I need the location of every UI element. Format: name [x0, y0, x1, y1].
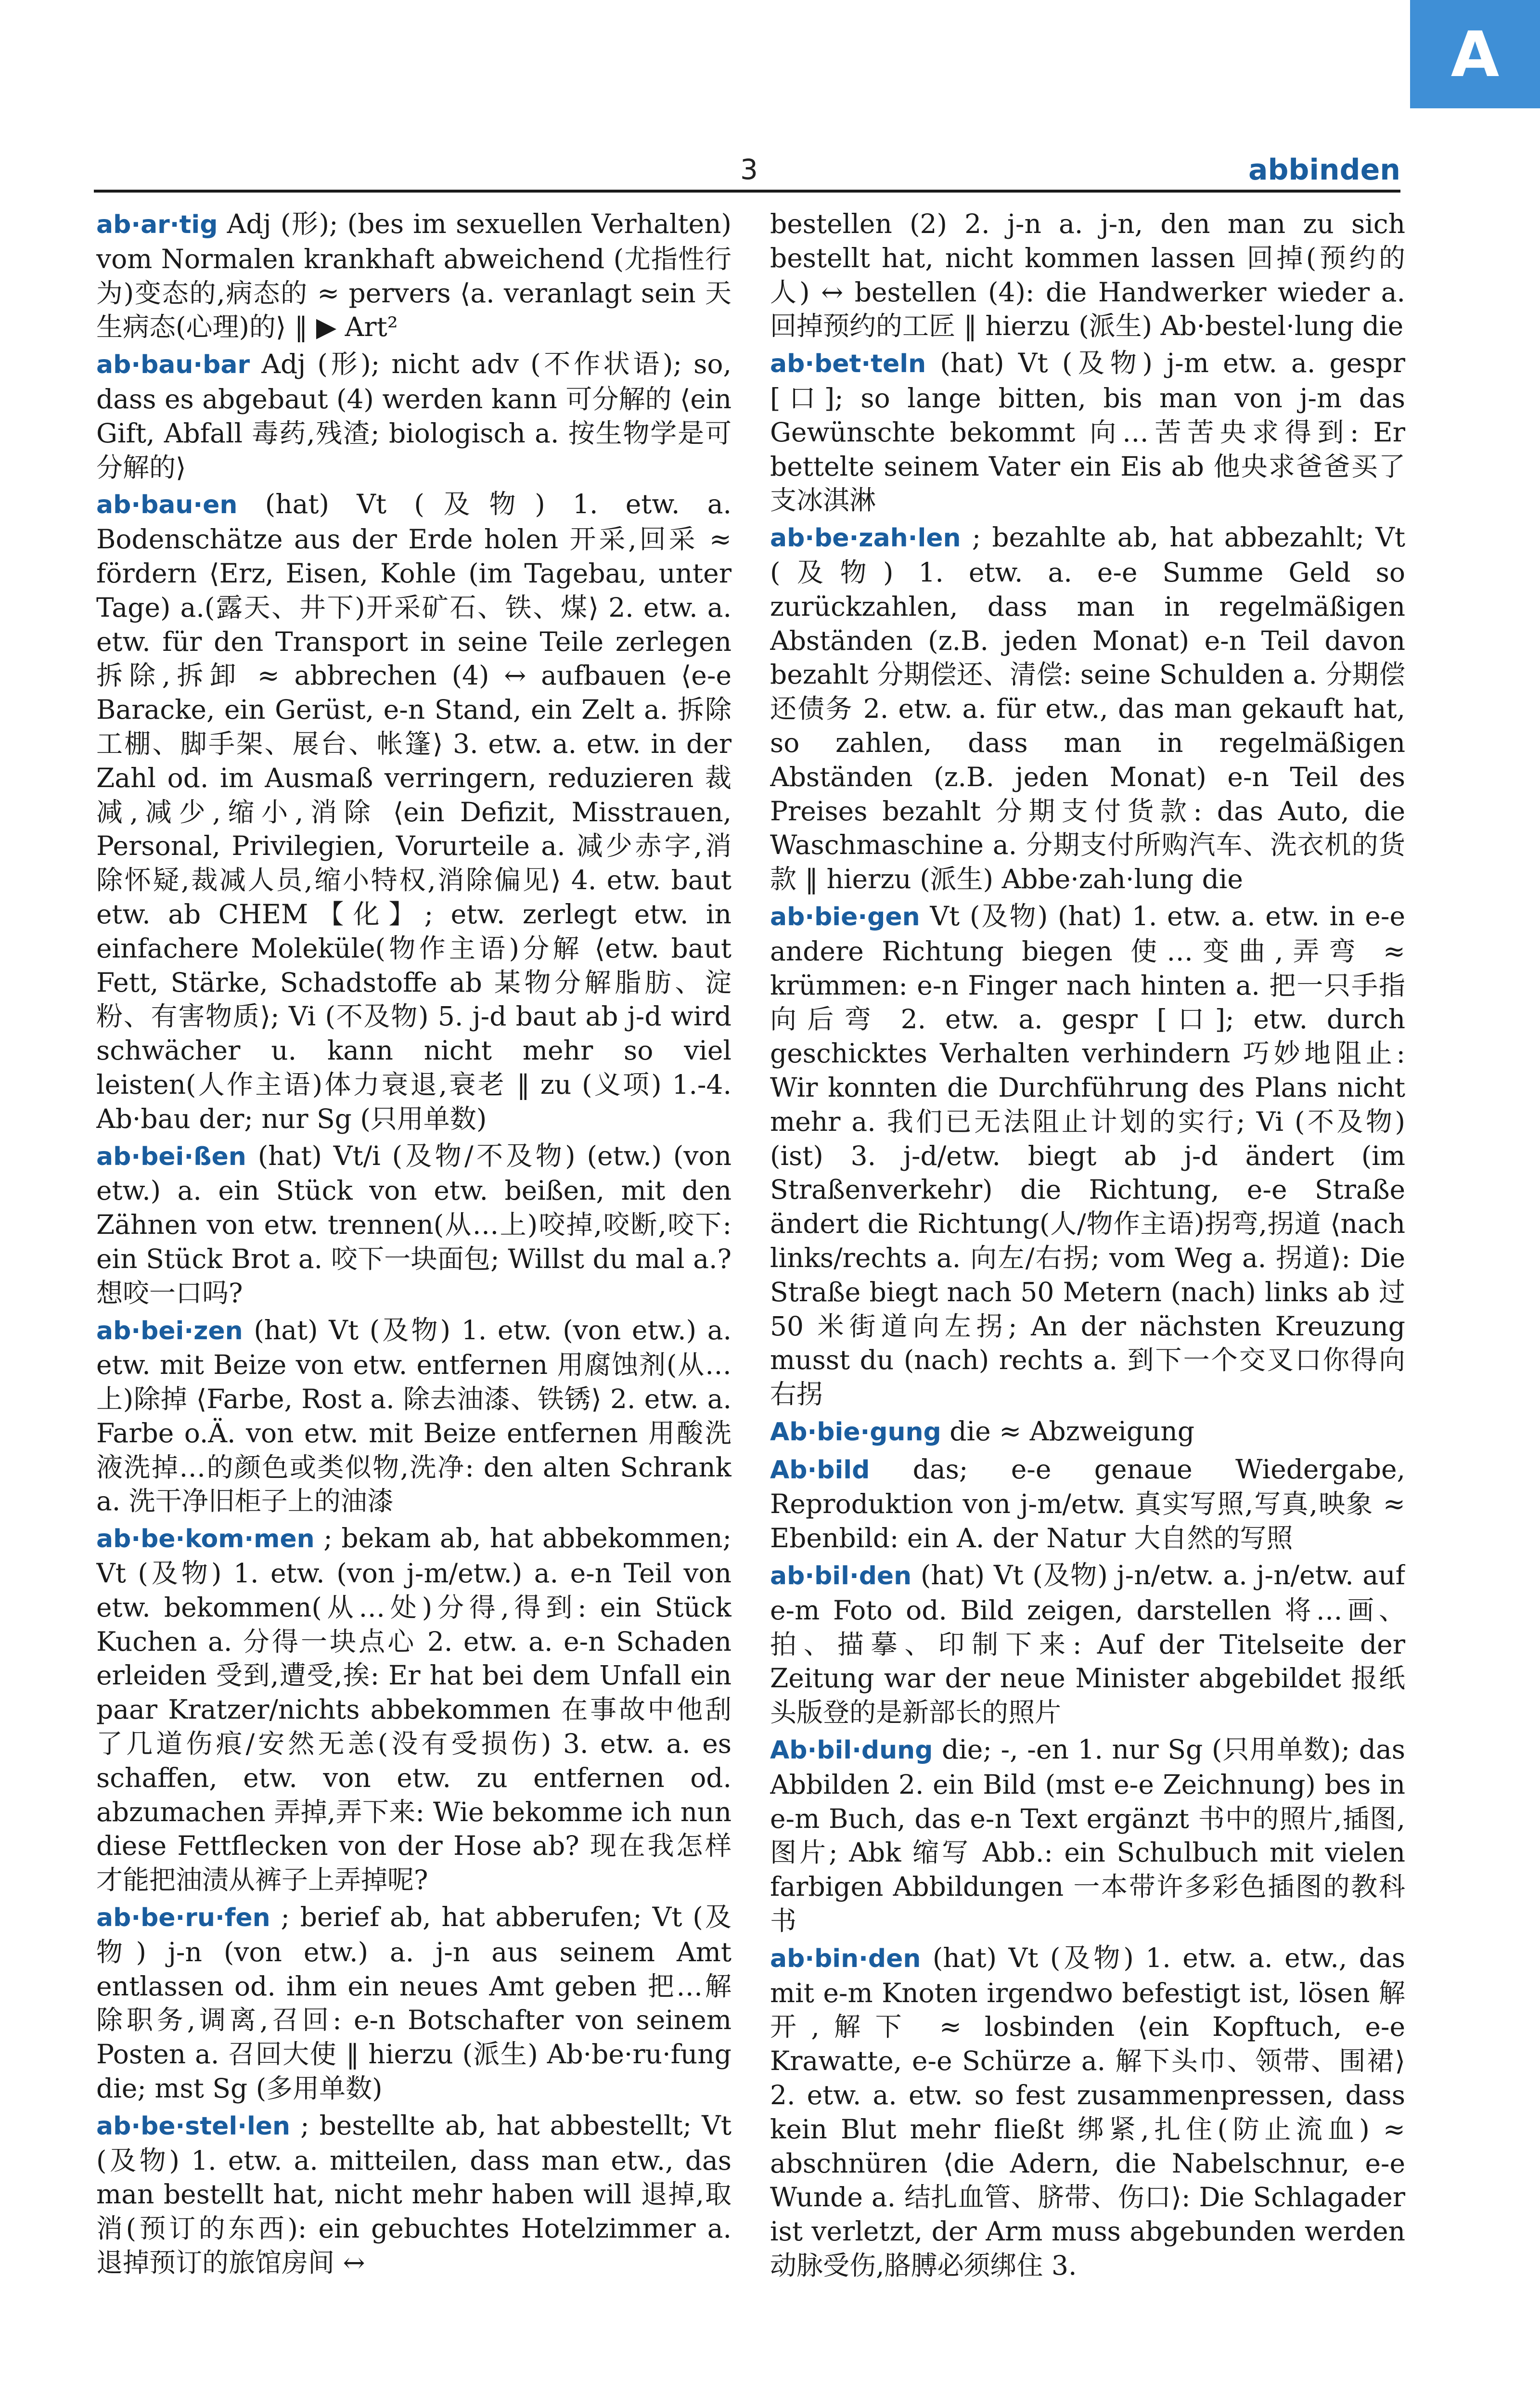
entry-definition: bestellen (2) 2. j-n a. j-n, den man zu sich bestellt hat, nicht kommen lassen 回掉(预约的人) ↔ bestellen (4): die Handwerker wieder a. 回掉预约的工匠 ‖ hierzu (派生) Ab·bestel·lung die — [770, 208, 1405, 342]
entry-definition: (hat) Vt (及物) 1. etw. a. etw., das mit e-m Knoten irgendwo befestigt ist, lösen 解开,解下 ≈ losbinden ⟨ein Kopftuch, e-e Krawatte, e-e Schürze a. 解下头巾、领带、围裙⟩ 2. etw. a. etw. so fest zusammenpressen, dass kein Blut mehr fließt 绑紧,扎住(防止流血) ≈ abschnüren ⟨die Adern, die Nabelschnur, e-e Wunde a. 结扎血管、脐带、伤口⟩: Die Schlagader ist verletzt, der Arm muss abgebunden werden 动脉受伤,胳膊必须绑住 3. — [770, 1942, 1405, 2281]
dictionary-entry — [770, 899, 1405, 1411]
entry-headword: ab·be·ru·fen — [96, 1903, 270, 1933]
dictionary-entry — [96, 1900, 732, 2106]
entry-definition: Vt (及物) (hat) 1. etw. a. etw. in e-e andere Richtung biegen 使…变曲,弄弯 ≈ krümmen: e-n Finger nach hinten a. 把一只手指向后弯 2. etw. a. gespr [口]; etw. durch geschicktes Verhalten verhindern 巧妙地阻止: Wir konnten die Durchführung des Plans nicht mehr a. 我们已无法阻止计划的实行; Vi (不及物) (ist) 3. j-d/etw. biegt ab j-d ändert (im Straßenverkehr) die Richtung, e-e Straße ändert die Richtung(人/物作主语)拐弯,拐道 ⟨nach links/rechts a. 向左/右拐; vom Weg a. 拐道⟩: Die Straße biegt nach 50 Metern (nach) links ab 过 50 米街道向左拐; An der nächsten Kreuzung musst du (nach) rechts a. 到下一个交叉口你得向右拐 — [770, 900, 1405, 1410]
entry-headword: ab·bet·teln — [770, 349, 926, 379]
entry-headword: ab·be·stel·len — [96, 2111, 291, 2141]
entry-headword: ab·bei·ßen — [96, 1142, 246, 1171]
dictionary-entry — [96, 1313, 732, 1519]
entry-definition: (hat) Vt (及物) j-m etw. a. gespr [口]; so lange bitten, bis man von j-m das Gewünschte bekommt 向…苦苦央求得到: Er bettelte seinem Vater ein Eis ab 他央求爸爸买了支冰淇淋 — [770, 348, 1405, 516]
entry-definition: Adj (形); (bes im sexuellen Verhalten) vom Normalen krankhaft abweichend (尤指性行为)变态的,病态的 ≈ pervers ⟨a. veranlagt sein 天生病态(心理)的⟩ ‖ ▶ Art² — [96, 208, 732, 343]
dictionary-entry — [96, 347, 732, 484]
dictionary-entry — [770, 1452, 1405, 1555]
dictionary-entry — [96, 2109, 732, 2280]
entry-headword: Ab·bil·dung — [770, 1736, 933, 1765]
dictionary-entry — [770, 346, 1405, 518]
entry-headword: Ab·bie·gung — [770, 1417, 941, 1447]
page-number: 3 — [740, 153, 758, 186]
section-letter-tab: A — [1410, 0, 1540, 108]
entry-headword: ab·bin·den — [770, 1944, 921, 1973]
entry-headword: ab·be·kom·men — [96, 1525, 315, 1554]
entry-definition: (hat) Vt (及物) 1. etw. a. Bodenschätze aus der Erde holen 开采,回采 ≈ fördern ⟨Erz, Eisen, Kohle (im Tagebau, unter Tage) a.(露天、井下)开采矿石、铁、煤⟩ 2. etw. a. etw. für den Transport in seine Teile zerlegen 拆除,拆卸 ≈ abbrechen (4) ↔ aufbauen ⟨e-e Baracke, ein Gerüst, e-n Stand, ein Zelt a. 拆除工棚、脚手架、展台、帐篷⟩ 3. etw. a. etw. in der Zahl od. im Ausmaß verringern, reduzieren 裁减,减少,缩小,消除 ⟨ein Defizit, Misstrauen, Personal, Privilegien, Vorurteile a. 减少赤字,消除怀疑,裁减人员,缩小特权,消除偏见⟩ 4. etw. baut etw. ab CHEM【化】; etw. zerlegt etw. in einfachere Moleküle(物作主语)分解 ⟨etw. baut Fett, Stärke, Schadstoffe ab 某物分解脂肪、淀粉、有害物质⟩; Vi (不及物) 5. j-d baut ab j-d wird schwächer u. kann nicht mehr so viel leisten(人作主语)体力衰退,衰老 ‖ zu (义项) 1.-4. Ab·bau der; nur Sg (只用单数) — [96, 489, 732, 1134]
dictionary-entry — [770, 1558, 1405, 1730]
entry-headword: ab·bei·zen — [96, 1316, 243, 1346]
entry-headword: ab·bau·bar — [96, 350, 250, 380]
dictionary-entry — [96, 487, 732, 1136]
entry-definition: ; bestellte ab, hat abbestellt; Vt (及物) 1. etw. a. mitteilen, dass man etw., das man bestellt hat, nicht mehr haben will 退掉,取消(预订的东西): ein gebuchtes Hotelzimmer a. 退掉预订的旅馆房间 ↔ — [96, 2109, 732, 2278]
dictionary-entry — [770, 1941, 1405, 2283]
header-rule — [94, 190, 1400, 193]
entry-definition: die ≈ Abzweigung — [950, 1415, 1195, 1447]
entry-definition: (hat) Vt (及物) j-n/etw. a. j-n/etw. auf e-m Foto od. Bild zeigen, darstellen 将…画、拍、描摹、印制下来: Auf der Titelseite der Zeitung war der neue Minister abgebildet 报纸头版登的是新部长的照片 — [770, 1560, 1405, 1728]
entry-definition: ; bezahlte ab, hat abbezahlt; Vt (及物) 1. etw. a. e-e Summe Geld so zurückzahlen, dass man in regelmäßigen Abständen (z.B. jeden Monat) e-n Teil davon bezahlt 分期偿还、清偿: seine Schulden a. 分期偿还债务 2. etw. a. für etw., das man gekauft hat, so zahlen, dass man in regelmäßigen Abständen (z.B. jeden Monat) e-n Teil des Preises bezahlt 分期支付货款: das Auto, die Waschmaschine a. 分期支付所购汽车、洗衣机的货款 ‖ hierzu (派生) Abbe·zah·lung die — [770, 522, 1405, 895]
entry-headword: ab·bau·en — [96, 491, 238, 520]
dictionary-entry — [770, 1414, 1405, 1449]
dictionary-entry — [96, 1139, 732, 1310]
entry-definition: ; berief ab, hat abberufen; Vt (及物) j-n (von etw.) a. j-n aus seinem Amt entlassen od. ihm ein neues Amt geben 把…解除职务,调离,召回: e-n Botschafter von seinem Posten a. 召回大使 ‖ hierzu (派生) Ab·be·ru·fung die; mst Sg (多用单数) — [96, 1902, 732, 2104]
dictionary-entry — [96, 1521, 732, 1897]
guide-word: abbinden — [1248, 153, 1400, 187]
entry-headword: Ab·bild — [770, 1455, 870, 1485]
entry-definition: ; bekam ab, hat abbekommen; Vt (及物) 1. etw. (von j-m/etw.) a. e-n Teil von etw. bekommen(从…处)分得,得到: ein Stück Kuchen a. 分得一块点心 2. etw. a. e-n Schaden erleiden 受到,遭受,挨: Er hat bei dem Unfall ein paar Kratzer/nichts abbekommen 在事故中他刮了几道伤痕/安然无恙(没有受损伤) 3. etw. a. es schaffen, etw. von etw. zu entfernen od. abzumachen 弄掉,弄下来: Wie bekomme ich nun diese Fettflecken von der Hose ab? 现在我怎样才能把油渍从裤子上弄掉呢? — [96, 1523, 732, 1896]
dictionary-entry — [770, 520, 1405, 896]
dictionary-entry — [770, 1733, 1405, 1938]
entry-definition: (hat) Vt (及物) 1. etw. (von etw.) a. etw. mit Beize von etw. entfernen 用腐蚀剂(从…上)除掉 ⟨Farbe, Rost a. 除去油漆、铁锈⟩ 2. etw. a. Farbe o.Ä. von etw. mit Beize entfernen 用酸洗液洗掉…的颜色或类似物,洗净: den alten Schrank a. 洗干净旧柜子上的油漆 — [96, 1314, 732, 1517]
entry-headword: ab·ar·tig — [96, 210, 218, 239]
entry-headword: ab·be·zah·len — [770, 524, 961, 553]
right-column — [770, 207, 1405, 2407]
entry-headword: ab·bie·gen — [770, 902, 920, 932]
dictionary-entry — [96, 207, 732, 344]
entry-definition: (hat) Vt/i (及物/不及物) (etw.) (von etw.) a. ein Stück von etw. beißen, mit den Zähnen von etw. trennen(从…上)咬掉,咬断,咬下: ein Stück Brot a. 咬下一块面包; Willst du mal a.? 想咬一口吗? — [96, 1140, 732, 1308]
entry-definition: Adj (形); nicht adv (不作状语); so, dass es abgebaut (4) werden kann 可分解的 ⟨ein Gift, Abfall 毒药,残渣; biologisch a. 按生物学是可分解的⟩ — [96, 349, 732, 483]
dictionary-entry — [770, 207, 1405, 343]
entry-headword: ab·bil·den — [770, 1562, 912, 1591]
entry-definition: die; -, -en 1. nur Sg (只用单数); das Abbilden 2. ein Bild (mst e-e Zeichnung) bes in e-m Buch, das e-n Text ergänzt 书中的照片,插图,图片; Abk 缩写 Abb.: ein Schulbuch mit vielen farbigen Abbildungen 一本带许多彩色插图的教科书 — [770, 1734, 1405, 1937]
left-column — [96, 207, 732, 2407]
entry-definition: das; e-e genaue Wiedergabe, Reproduktion von j-m/etw. 真实写照,写真,映象 ≈ Ebenbild: ein A. der Natur 大自然的写照 — [770, 1453, 1405, 1554]
